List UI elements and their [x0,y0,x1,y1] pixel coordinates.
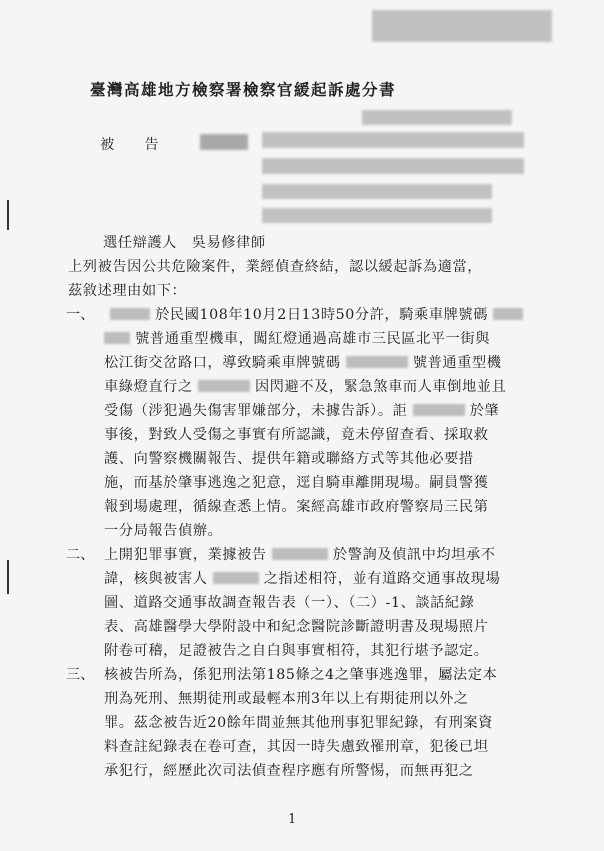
s3-line-2: 刑為死刑、無期徒刑或最輕本刑3年以上有期徒刑以外之 [104,691,469,707]
redacted-plate [104,332,130,344]
document-title: 臺灣高雄地方檢察署檢察官緩起訴處分書 [90,80,397,99]
s1-line-2: 號普通重型機車，闖紅燈通過高雄市三民區北平一街與 [104,328,490,348]
redacted-defendant-name [110,308,150,320]
s1-line-7: 護、向警察機關報告、提供年籍或聯絡方式等其他必要措 [104,451,474,467]
redacted-defendant-name [200,134,248,150]
s1-line-1: 於民國108年10月2日13時50分許，騎乘車牌號碼 [110,304,523,324]
s1-line-3: 松江街交岔路口，導致騎乘車牌號碼 號普通重型機 [104,355,502,371]
s3-line-1: 核被告所為，係犯刑法第185條之4之肇事逃逸罪，屬法定本 [104,667,498,683]
redacted-defendant-info-3 [262,184,492,199]
s1-line-4: 車綠燈直行之 因閃避不及，緊急煞車而人車倒地並且 [104,379,507,395]
margin-mark-2 [7,560,9,594]
redacted-defendant-name [413,404,465,416]
section-1-numeral: 一、 [66,307,95,323]
redacted-victim-name [213,572,259,584]
redacted-defendant-info-2 [262,158,524,174]
s3-line-4: 料查註紀錄表在卷可查，其因一時失慮致罹刑章，犯後已坦 [104,739,489,755]
redacted-plate [346,356,408,368]
page-number: 1 [288,812,297,827]
defense-attorney-line: 選任辯護人 吳易修律師 [103,235,266,251]
defendant-label: 被 告 [100,137,160,153]
s2-line-5: 附卷可稽，足證被告之自白與事實相符，其犯行堪予認定。 [104,643,489,659]
s1-line-8: 施，而基於肇事逃逸之犯意，逕自騎車離開現場。嗣員警獲 [104,475,489,491]
s1-line-6: 事後，對致人受傷之事實有所認識，竟未停留查看、採取救 [104,427,489,443]
section-2-numeral: 二、 [66,547,95,563]
section-3-numeral: 三、 [66,667,95,683]
s2-line-1: 上開犯罪事實，業據被告 於警詢及偵訊中均坦承不 [104,547,496,563]
margin-mark-1 [7,200,9,230]
s3-line-3: 罪。茲念被告近20餘年間並無其他刑事犯罪紀錄，有刑案資 [104,715,493,731]
redacted-defendant-name [272,548,328,560]
redacted-plate [493,308,523,320]
redacted-header [372,10,552,42]
s1-line-5: 受傷（涉犯過失傷害罪嫌部分，未據告訴）。詎 於肇 [104,403,500,419]
s2-line-4: 表、高雄醫學大學附設中和紀念醫院診斷證明書及現場照片 [104,619,489,635]
redacted-victim-name [198,380,250,392]
intro-line-1: 上列被告因公共危險案件，業經偵查終結，認以緩起訴為適當， [68,259,483,275]
s2-line-2: 諱，核與被害人 之指述相符，並有道路交通事故現場 [104,571,501,587]
redacted-defendant-info-4 [262,208,492,223]
s1-line-9: 報到場處理，循線查悉上情。案經高雄市政府警察局三民第 [104,499,489,515]
s3-line-5: 承犯行，經歷此次司法偵查程序應有所警惕，而無再犯之 [104,763,474,779]
redacted-case-number [362,110,512,125]
intro-line-2: 茲敘述理由如下： [68,283,187,299]
redacted-defendant-info-1 [262,132,524,148]
s2-line-3: 圖、道路交通事故調查報告表（一）、（二）-1、談話紀錄 [104,595,475,611]
s1-line-10: 一分局報告偵辦。 [104,523,223,539]
